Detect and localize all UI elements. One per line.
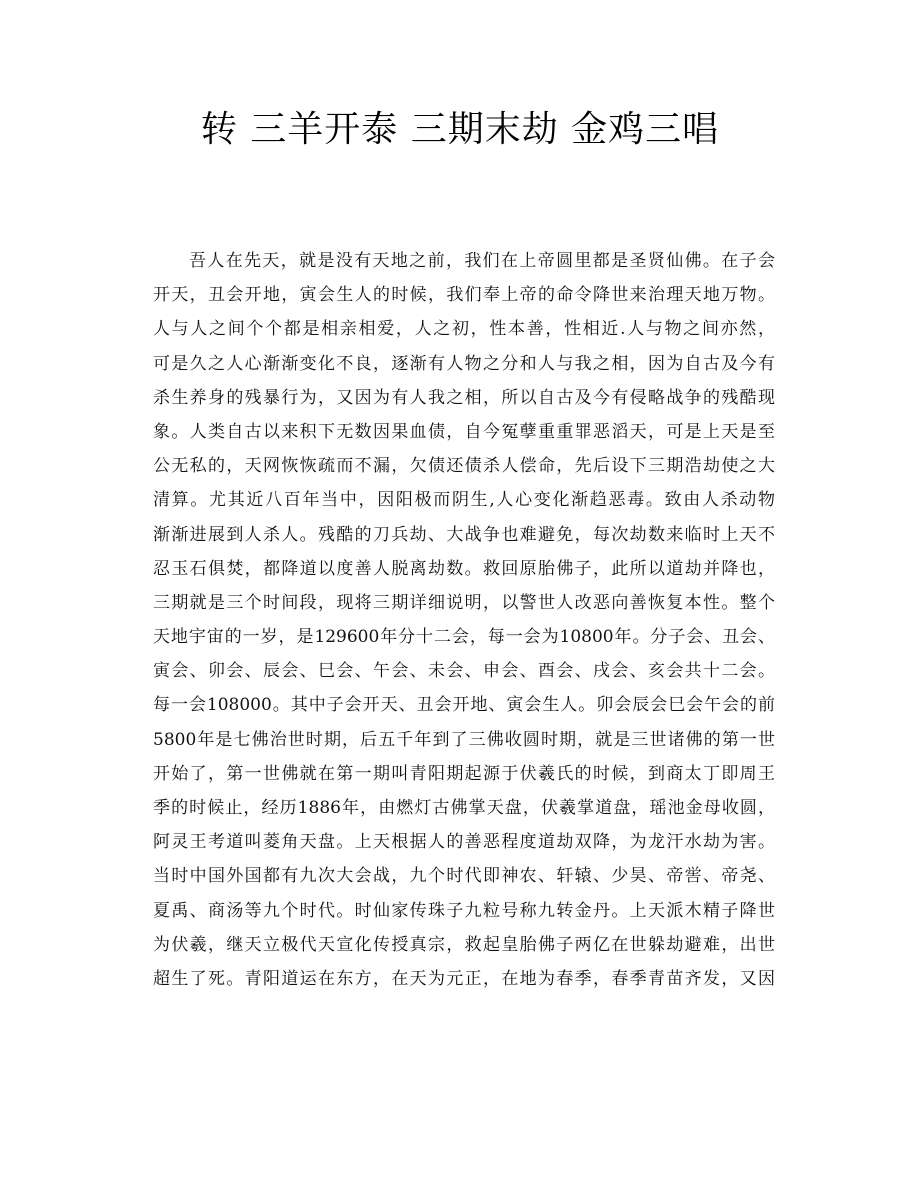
text-line: 当时中国外国都有九次大会战，九个时代即神农、轩辕、少昊、帝喾、帝尧、 — [153, 866, 775, 887]
text-line: 可是久之人心渐渐变化不良，逐渐有人物之分和人与我之相，因为自古及今有 — [153, 353, 775, 374]
text-line: 每一会108000。其中子会开天、丑会开地、寅会生人。卯会辰会巳会午会的前 — [153, 695, 775, 716]
text-line: 超生了死。青阳道运在东方，在天为元正，在地为春季，春季青苗齐发，又因 — [153, 968, 775, 989]
text-line: 5800年是七佛治世时期，后五千年到了三佛收圆时期，就是三世诸佛的第一世 — [153, 729, 775, 750]
text-line: 天地宇宙的一岁，是129600年分十二会，每一会为10800年。分子会、丑会、 — [153, 627, 775, 648]
text-line: 季的时候止，经历1886年，由燃灯古佛掌天盘，伏羲掌道盘，瑶池金母收圆， — [153, 798, 775, 818]
text-line: 开始了，第一世佛就在第一期叫青阳期起源于伏羲氏的时候，到商太丁即周王 — [153, 763, 775, 784]
text-line: 象。人类自古以来积下无数因果血债，自今冤孽重重罪恶滔天，可是上天是至 — [153, 421, 775, 442]
text-line: 公无私的，天网恢恢疏而不漏，欠债还债杀人偿命，先后设下三期浩劫使之大 — [153, 456, 775, 477]
text-line: 为伏羲，继天立极代天宣化传授真宗，救起皇胎佛子两亿在世躲劫避难，出世 — [153, 934, 775, 955]
text-line: 人与人之间个个都是相亲相爱，人之初，性本善，性相近.人与物之间亦然， — [153, 319, 775, 340]
text-line: 开天，丑会开地，寅会生人的时候，我们奉上帝的命令降世来治理天地万物。 — [153, 285, 775, 306]
text-line: 寅会、卯会、辰会、巳会、午会、未会、申会、酉会、戌会、亥会共十二会。 — [153, 661, 775, 682]
text-line: 清算。尤其近八百年当中，因阳极而阴生,人心变化渐趋恶毒。致由人杀动物 — [153, 490, 775, 511]
text-line: 阿灵王考道叫菱角天盘。上天根据人的善恶程度道劫双降，为龙汗水劫为害。 — [153, 832, 775, 853]
text-line: 三期就是三个时间段，现将三期详细说明，以警世人改恶向善恢复本性。整个 — [153, 592, 775, 613]
text-line: 夏禹、商汤等九个时代。时仙家传珠子九粒号称九转金丹。上天派木精子降世 — [153, 900, 775, 921]
body-paragraph — [153, 244, 775, 996]
text-line: 杀生养身的残暴行为，又因为有人我之相，所以自古及今有侵略战争的残酷现 — [153, 387, 775, 408]
text-line: 忍玉石俱焚，都降道以度善人脱离劫数。救回原胎佛子，此所以道劫并降也， — [153, 558, 775, 579]
document-title: 转 三羊开泰 三期末劫 金鸡三唱 — [200, 109, 720, 150]
text-line: 渐渐进展到人杀人。残酷的刀兵劫、大战争也难避免，每次劫数来临时上天不 — [153, 524, 775, 545]
text-line: 吾人在先天，就是没有天地之前，我们在上帝圆里都是圣贤仙佛。在子会 — [189, 251, 775, 271]
